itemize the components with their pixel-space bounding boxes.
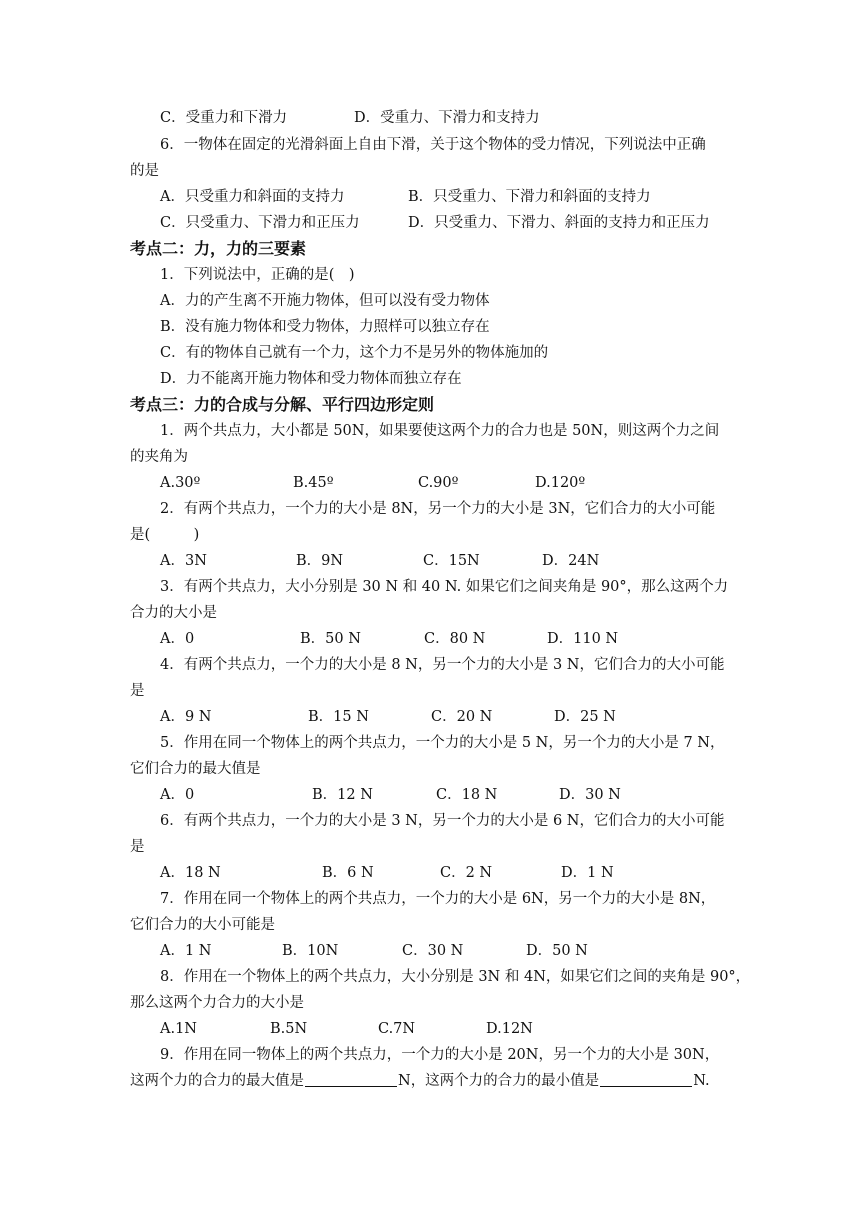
option-c: C．15N — [423, 553, 480, 569]
option-c: C．18 N — [436, 787, 498, 803]
question-9-part-2: N，这两个力的合力的最小值是 — [398, 1073, 600, 1089]
question-4-text-cont: 是 — [130, 683, 145, 699]
option-c: C．30 N — [402, 943, 464, 959]
option-d: D.12N — [486, 1021, 533, 1037]
option-a: A．只受重力和斜面的支持力 — [160, 189, 345, 205]
option-d: D.120º — [535, 475, 586, 491]
option-b: B．12 N — [312, 787, 373, 803]
question-6-text-cont: 的是 — [130, 163, 159, 179]
option-d: D．只受重力、下滑力、斜面的支持力和正压力 — [408, 215, 710, 231]
question-9-part-3: N. — [693, 1073, 710, 1089]
answer-blank-min[interactable] — [600, 1072, 692, 1087]
question-6-text: 6．一物体在固定的光滑斜面上自由下滑，关于这个物体的受力情况，下列说法中正确 — [160, 137, 706, 153]
option-b: B.45º — [293, 475, 334, 491]
option-d: D．24N — [542, 553, 600, 569]
question-9-text: 9．作用在同一物体上的两个共点力，一个力的大小是 20N，另一个力的大小是 30N， — [160, 1047, 720, 1063]
question-8-text-cont: 那么这两个力合力的大小是 — [130, 995, 304, 1011]
option-c: C.90º — [418, 475, 459, 491]
section-heading-2: 考点二：力，力的三要素 — [130, 239, 307, 258]
question-9-part-1: 这两个力的合力的最大值是 — [130, 1073, 304, 1089]
option-b: B．50 N — [300, 631, 361, 647]
option-d: D．30 N — [559, 787, 621, 803]
question-2-text-cont: 是( ) — [130, 527, 200, 543]
option-d: D．50 N — [526, 943, 588, 959]
section-heading-3: 考点三：力的合成与分解、平行四边形定则 — [130, 395, 435, 414]
option-d: D．110 N — [547, 631, 619, 647]
option-d: D．25 N — [554, 709, 616, 725]
question-8-text: 8．作用在一个物体上的两个共点力，大小分别是 3N 和 4N，如果它们之间的夹角是 90°， — [160, 969, 751, 985]
option-d: D．1 N — [561, 865, 614, 881]
question-5-text-cont: 它们合力的最大值是 — [130, 761, 261, 777]
option-a: A．0 — [160, 787, 195, 803]
question-4-text: 4．有两个共点力，一个力的大小是 8 N，另一个力的大小是 3 N，它们合力的大小可能 — [160, 657, 725, 673]
question-7-text: 7．作用在同一个物体上的两个共点力，一个力的大小是 6N，另一个力的大小是 8N， — [160, 891, 716, 907]
option-b: B.5N — [270, 1021, 308, 1037]
option-c: C．20 N — [431, 709, 493, 725]
option-c: C.7N — [378, 1021, 416, 1037]
question-1-text-cont: 的夹角为 — [130, 449, 188, 465]
option-b: B．没有施力物体和受力物体，力照样可以独立存在 — [160, 319, 490, 335]
option-c: C．只受重力、下滑力和正压力 — [160, 215, 360, 231]
option-a: A．1 N — [160, 943, 212, 959]
option-c: C．2 N — [440, 865, 493, 881]
option-b: B．6 N — [322, 865, 374, 881]
question-2-text: 2．有两个共点力，一个力的大小是 8N，另一个力的大小是 3N，它们合力的大小可能 — [160, 501, 716, 517]
option-c: C．受重力和下滑力 — [160, 110, 288, 126]
question-1-text: 1．两个共点力，大小都是 50N，如果要使这两个力的合力也是 50N，则这两个力之间 — [160, 423, 720, 439]
question-9-text-cont — [130, 1071, 710, 1091]
option-c: C．有的物体自己就有一个力，这个力不是另外的物体施加的 — [160, 345, 549, 361]
question-3-text-cont: 合力的大小是 — [130, 605, 217, 621]
question-6-text-cont: 是 — [130, 839, 145, 855]
option-c: C．80 N — [424, 631, 486, 647]
option-b: B．10N — [282, 943, 339, 959]
option-b: B．15 N — [308, 709, 369, 725]
option-a: A.30º — [160, 475, 201, 491]
question-5-text: 5．作用在同一个物体上的两个共点力，一个力的大小是 5 N，另一个力的大小是 7 N， — [160, 735, 725, 751]
question-6-text: 6．有两个共点力，一个力的大小是 3 N，另一个力的大小是 6 N，它们合力的大小可能 — [160, 813, 725, 829]
option-a: A．9 N — [160, 709, 212, 725]
option-a: A．18 N — [160, 865, 221, 881]
option-a: A．0 — [160, 631, 195, 647]
option-a: A.1N — [160, 1021, 197, 1037]
option-d: D．力不能离开施力物体和受力物体而独立存在 — [160, 371, 462, 387]
option-a: A．3N — [160, 553, 207, 569]
answer-blank-max[interactable] — [305, 1072, 397, 1087]
option-b: B．只受重力、下滑力和斜面的支持力 — [408, 189, 651, 205]
question-3-text: 3．有两个共点力，大小分别是 30 N 和 40 N. 如果它们之间夹角是 90°，那么这两个力 — [160, 579, 729, 595]
question-7-text-cont: 它们合力的大小可能是 — [130, 917, 275, 933]
option-d: D．受重力、下滑力和支持力 — [354, 110, 540, 126]
option-a: A．力的产生离不开施力物体，但可以没有受力物体 — [160, 293, 490, 309]
question-1-text: 1．下列说法中，正确的是( ) — [160, 267, 355, 283]
option-b: B．9N — [296, 553, 344, 569]
